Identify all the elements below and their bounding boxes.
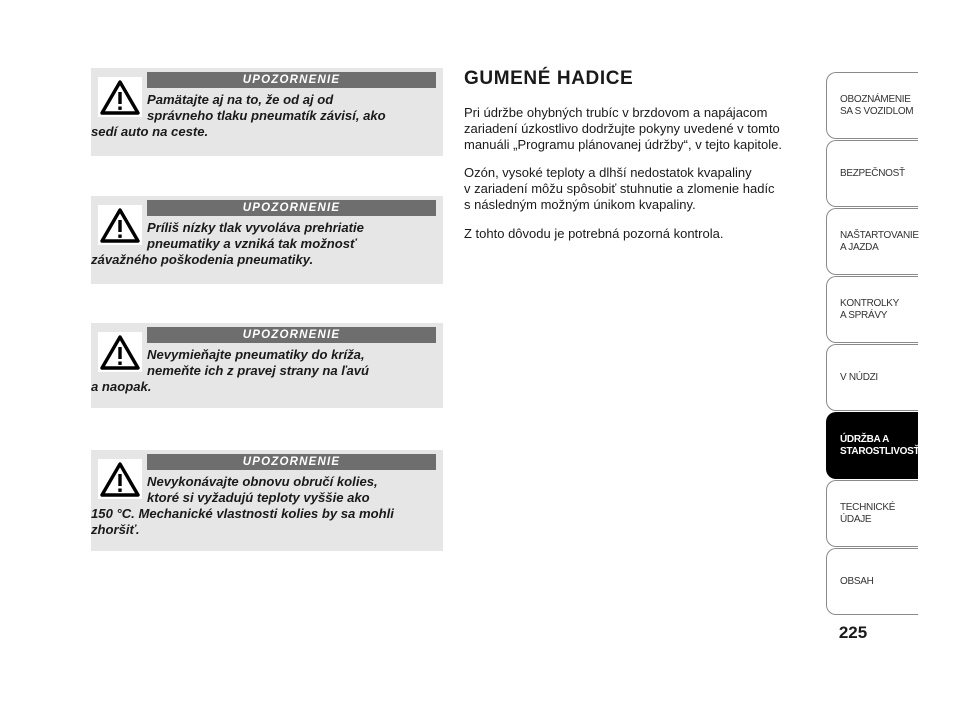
paragraph: Z tohto dôvodu je potrebná pozorná kontrola. [464,225,724,241]
tab-v-nudzi[interactable] [826,344,918,411]
warning-text: Pamätajte aj na to, že od aj od správneho tlaku pneumatík závisí, ako sedí auto na ceste. [91,92,386,139]
warning-text: Nevykonávajte obnovu obručí kolies, ktoré si vyžadujú teploty vyššie ako 150 °C. Mechanické vlastnosti kolies by sa mohli zhoršiť. [91,474,394,537]
tab-nastartovanie[interactable] [826,208,918,275]
warning-box [91,68,443,156]
paragraph: Ozón, vysoké teploty a dlhší nedostatok kvapaliny v zariadení môžu spôsobiť stuhnutie a zlomenie hadíc s následným možným únikom kvapaliny. [464,165,775,212]
tab-udrzba[interactable] [826,412,918,479]
warning-title: UPOZORNENIE [147,454,436,470]
tab-label: V NÚDZI [840,371,878,383]
warning-box [91,323,443,408]
tab-technicke-udaje[interactable] [826,480,918,547]
tab-bezpecnost[interactable] [826,140,918,207]
tab-label: NAŠTARTOVANIE A JAZDA [840,229,919,253]
warning-box [91,196,443,284]
tab-label: BEZPEČNOSŤ [840,167,905,179]
tab-kontrolky[interactable] [826,276,918,343]
warning-title: UPOZORNENIE [147,72,436,88]
tab-label: ÚDRŽBA A STAROSTLIVOSŤ [840,433,920,457]
paragraph: Pri údržbe ohybných trubíc v brzdovom a napájacom zariadení úzkostlivo dodržujte pokyny uvedené v tomto manuáli „Programu plánovanej údržby“, v tejto kapitole. [464,105,782,152]
tab-oboznamenie[interactable] [826,72,918,139]
page-number: 225 [838,623,868,642]
tab-label: TECHNICKÉ ÚDAJE [840,501,896,525]
warning-text: Príliš nízky tlak vyvoláva prehriatie pneumatiky a vzniká tak možnosť závažného poškodenia pneumatiky. [91,220,364,267]
main-content [464,68,814,242]
warning-box [91,450,443,551]
tab-label: OBSAH [840,575,874,587]
tab-label: KONTROLKY A SPRÁVY [840,297,899,321]
warning-title: UPOZORNENIE [147,327,436,343]
warning-title: UPOZORNENIE [147,200,436,216]
tab-obsah[interactable] [826,548,918,615]
tab-label: OBOZNÁMENIE SA S VOZIDLOM [840,93,914,117]
warning-text: Nevymieňajte pneumatiky do kríža, nemeňte ich z pravej strany na ľavú a naopak. [91,347,370,394]
section-title: GUMENÉ HADICE [464,68,634,89]
